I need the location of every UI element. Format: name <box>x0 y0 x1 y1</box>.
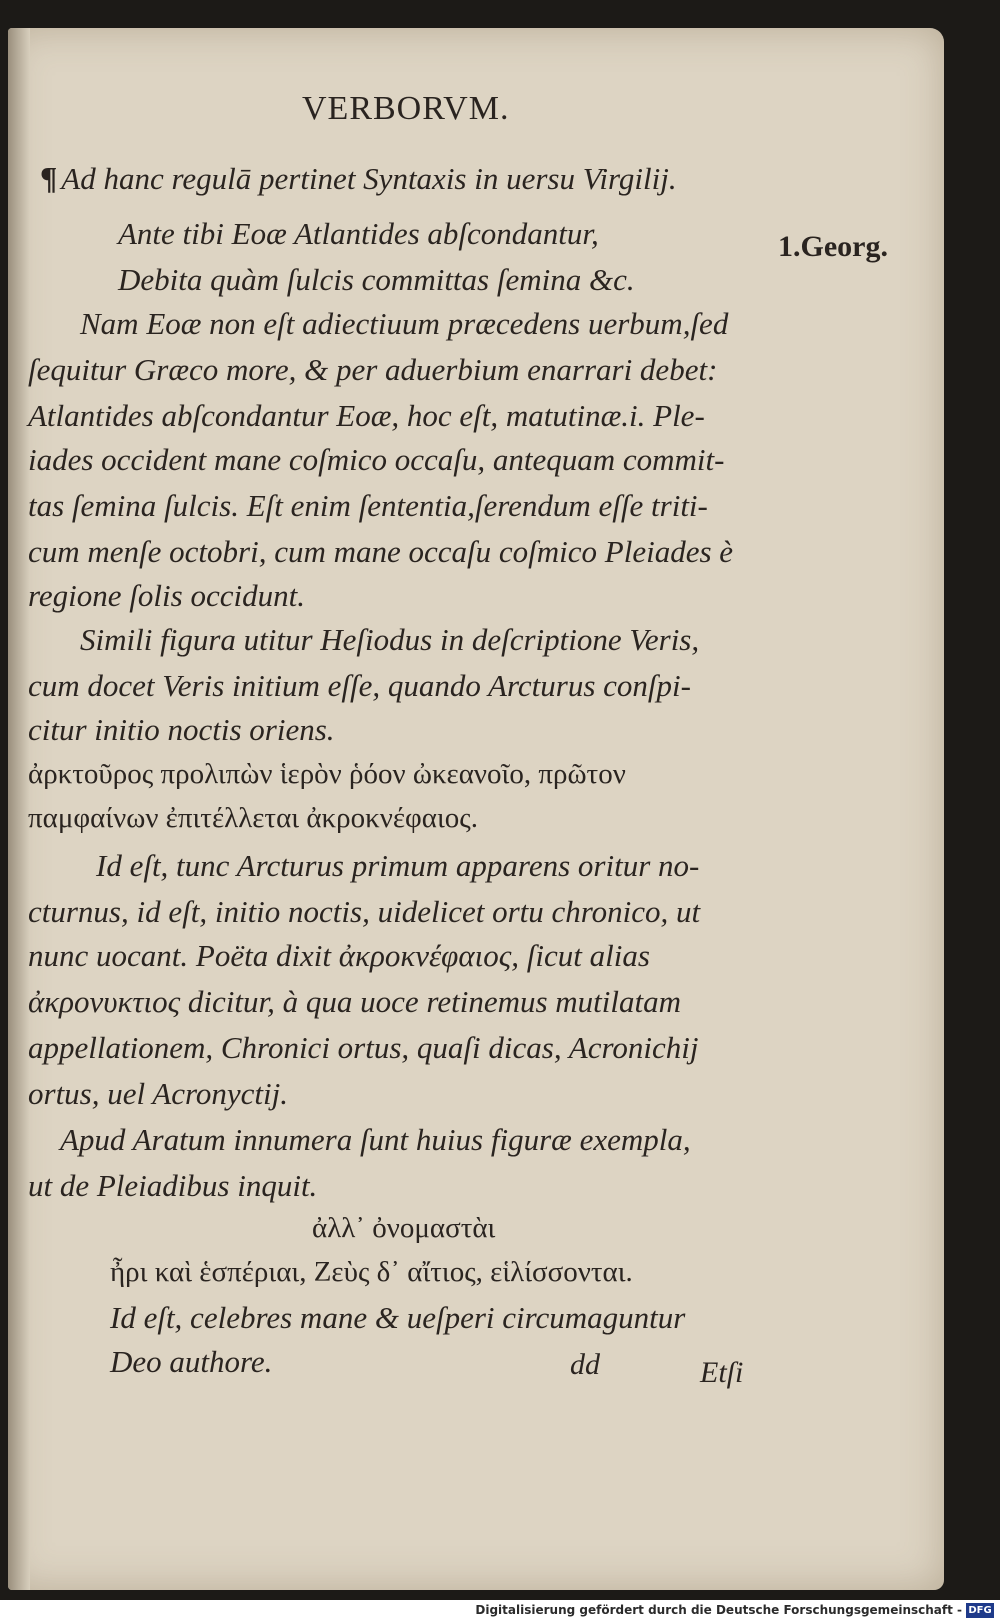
text-line <box>40 160 677 197</box>
text-line: appellationem, Chronici ortus, quaſi dicas, Acronichij <box>28 1030 699 1065</box>
text-line: cum menſe octobri, cum mane occaſu coſmico Pleiades è <box>28 534 734 569</box>
greek-line: παμφαίνων ἐπιτέλλεται ἀκροκνέφαιος. <box>28 802 478 834</box>
text-line: iades occident mane coſmico occaſu, antequam commit- <box>28 442 725 477</box>
greek-line: ἦρι καὶ ἑσπέριαι, Ζεὺς δ᾽ αἴτιος, εἱλίσσονται. <box>110 1256 633 1288</box>
text-line: nunc uocant. Poëta dixit ἀκροκνέφαιος, ſicut alias <box>28 938 650 973</box>
text-line: ἀκρονυκτιος dicitur, à qua uoce retinemus mutilatam <box>28 984 682 1019</box>
text-line: tas ſemina ſulcis. Eſt enim ſententia,ſerendum eſſe triti- <box>28 488 708 523</box>
text-line: citur initio noctis oriens. <box>28 712 335 747</box>
running-head: VERBORVM. <box>302 90 510 127</box>
text-line: cturnus, id eſt, initio noctis, uidelicet ortu chronico, ut <box>28 894 701 929</box>
text-line: Ante tibi Eoæ Atlantides abſcondantur, <box>118 216 599 251</box>
text-line: Id eſt, tunc Arcturus primum apparens oritur no- <box>96 848 700 883</box>
text-line: Atlantides abſcondantur Eoæ, hoc eſt, matutinæ.i. Ple- <box>28 398 705 433</box>
text-line: Id eſt, celebres mane & ueſperi circumaguntur <box>110 1300 686 1335</box>
text-line: Deo authore. <box>110 1344 273 1379</box>
signature-mark: dd <box>570 1348 600 1381</box>
greek-line: ἀρκτοῦρος προλιπὼν ἱερὸν ῥόον ὠκεανοῖο, πρῶτον <box>28 758 626 790</box>
line-text: Ad hanc regulā pertinet Syntaxis in uersu Virgilij. <box>61 161 677 196</box>
text-line: Nam Eoæ non eſt adiectiuum præcedens uerbum,ſed <box>80 306 729 341</box>
greek-line: ἀλλ᾽ ὀνομαστὰι <box>312 1212 496 1244</box>
margin-note: 1.Georg. <box>778 230 888 263</box>
funding-credit: Digitalisierung gefördert durch die Deutsche Forschungsgemeinschaft - <box>475 1603 962 1617</box>
text-line: ſequitur Græco more, & per aduerbium enarrari debet: <box>28 352 718 387</box>
paragraph-mark: ¶ <box>40 160 58 196</box>
text-line: Apud Aratum innumera ſunt huius figuræ exempla, <box>60 1122 691 1157</box>
text-line: ortus, uel Acronyctij. <box>28 1076 289 1111</box>
text-line: cum docet Veris initium eſſe, quando Arcturus conſpi- <box>28 668 691 703</box>
text-line: regione ſolis occidunt. <box>28 578 305 613</box>
text-line: Simili figura utitur Heſiodus in deſcriptione Veris, <box>80 622 700 657</box>
dfg-logo: DFG <box>966 1603 994 1618</box>
footer-bar <box>0 1600 1000 1622</box>
text-line: ut de Pleiadibus inquit. <box>28 1168 318 1203</box>
text-line: Debita quàm ſulcis committas ſemina &c. <box>118 262 635 297</box>
page-gutter <box>8 28 30 1590</box>
catchword: Etſi <box>700 1356 744 1389</box>
